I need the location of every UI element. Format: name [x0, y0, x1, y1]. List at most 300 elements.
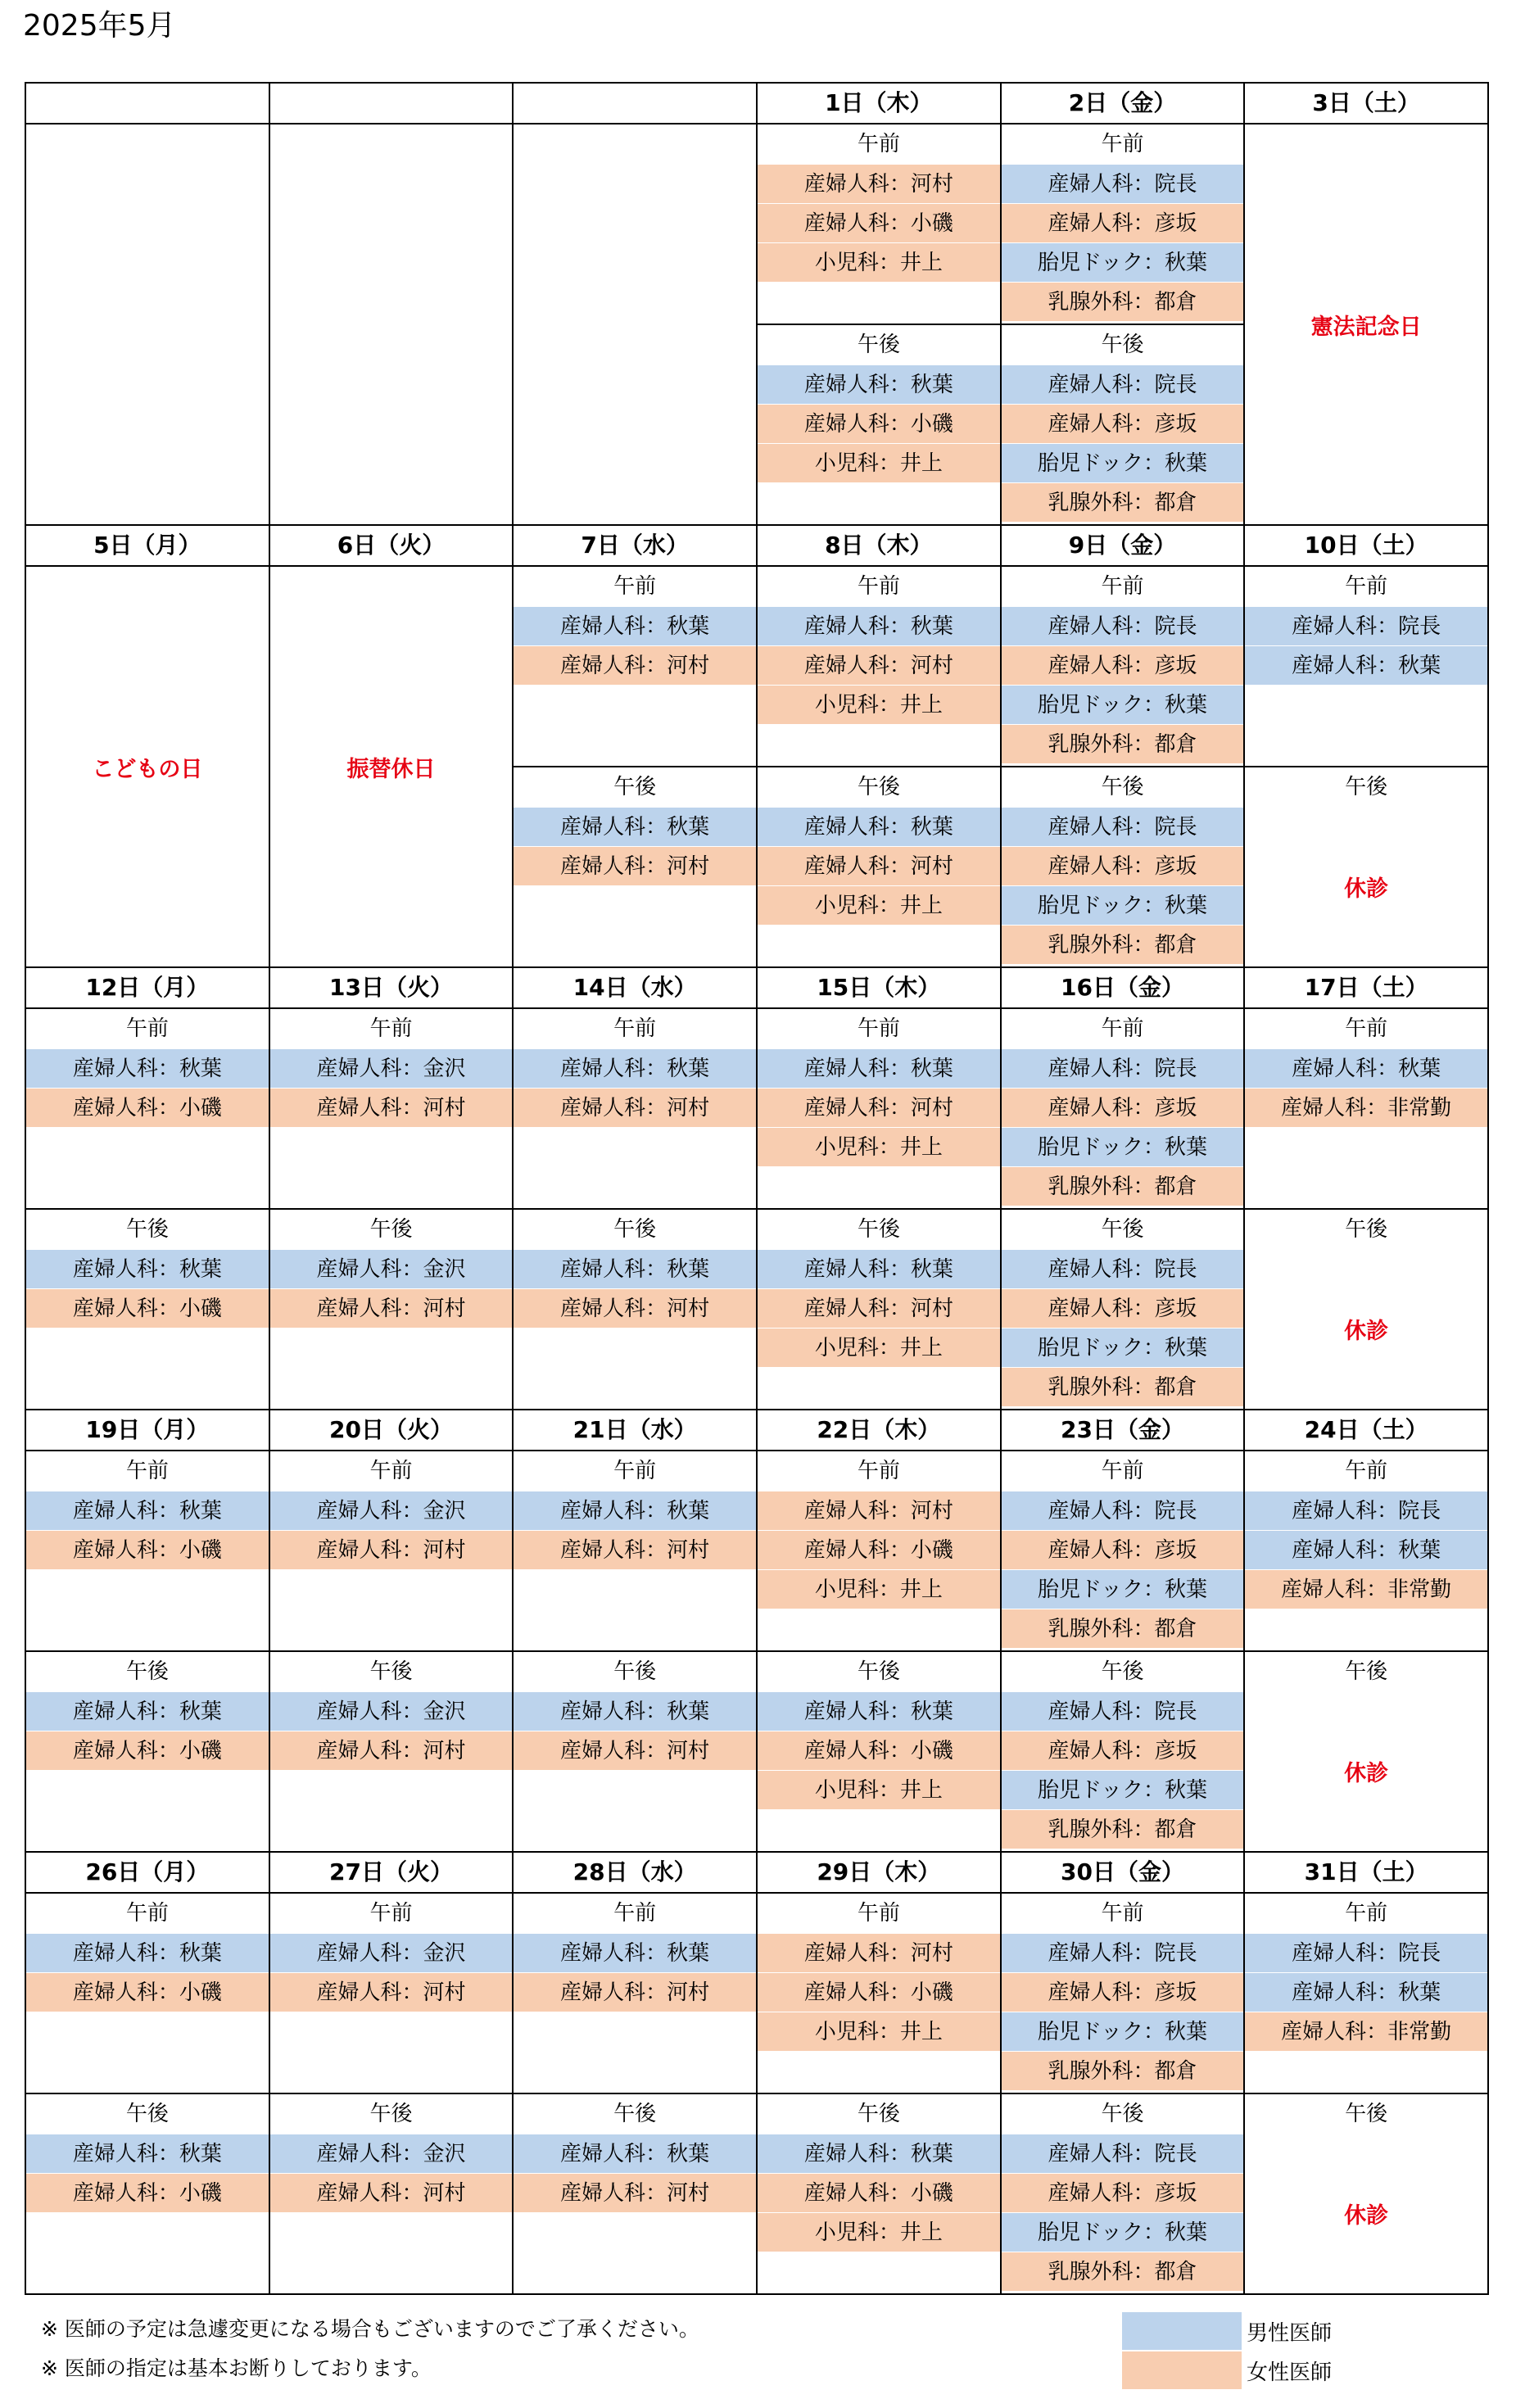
- session-label: 午前: [125, 1901, 169, 1926]
- day-body: [1245, 1451, 1487, 1851]
- doctor-entry: 産婦人科：河村: [514, 1731, 756, 1770]
- doctor-entry: 小児科：井上: [758, 2212, 1000, 2252]
- afternoon-session: [26, 2094, 269, 2293]
- day-body: [1002, 124, 1244, 524]
- morning-session: [514, 567, 756, 767]
- doctor-entry: 乳腺外科：都倉: [1002, 1609, 1244, 1648]
- doctor-entry: 小児科：井上: [758, 242, 1000, 282]
- doctor-entry: 産婦人科：河村: [758, 1288, 1000, 1328]
- morning-session: [26, 1894, 269, 2094]
- doctor-entry: 産婦人科：河村: [758, 846, 1000, 885]
- morning-session: [514, 1009, 756, 1210]
- day-body: [1245, 567, 1487, 966]
- doctor-entry: 乳腺外科：都倉: [1002, 1809, 1244, 1849]
- doctor-entry: 小児科：井上: [758, 1569, 1000, 1609]
- day-body: [514, 1009, 756, 1409]
- day-header: 23日（金）: [1002, 1410, 1244, 1451]
- morning-session: [758, 124, 1000, 325]
- day-cell: [1002, 1410, 1246, 1853]
- doctor-entry: 産婦人科：河村: [270, 1288, 513, 1328]
- session-label: 午前: [1101, 132, 1144, 156]
- afternoon-session: [270, 1210, 513, 1409]
- doctor-entry: 産婦人科：小磯: [26, 1530, 269, 1569]
- doctor-entry: 産婦人科：小磯: [758, 203, 1000, 242]
- session-label: 午後: [613, 2102, 657, 2126]
- doctor-entry: 産婦人科：河村: [514, 1972, 756, 2012]
- day-body: [1002, 567, 1244, 966]
- legend-label: 男性医師: [1247, 2320, 1333, 2346]
- day-header: 31日（土）: [1245, 1853, 1487, 1894]
- morning-session: [270, 1451, 513, 1652]
- doctor-entry: 乳腺外科：都倉: [1002, 724, 1244, 763]
- day-body: [758, 567, 1000, 966]
- doctor-entry: 産婦人科：秋葉: [514, 1249, 756, 1288]
- day-header: 12日（月）: [26, 968, 269, 1009]
- day-header: 19日（月）: [26, 1410, 269, 1451]
- doctor-entry: 小児科：井上: [758, 885, 1000, 925]
- session-label: 午前: [857, 1016, 900, 1041]
- doctor-entry: 産婦人科：非常勤: [1245, 1088, 1487, 1127]
- doctor-entry: 産婦人科：秋葉: [1245, 645, 1487, 685]
- morning-session: [514, 1894, 756, 2094]
- day-header: 20日（火）: [270, 1410, 513, 1451]
- page-title: 2025年5月: [23, 9, 176, 43]
- session-label: 午後: [1345, 775, 1388, 799]
- doctor-entry: 産婦人科：秋葉: [26, 1691, 269, 1731]
- morning-session: [1002, 124, 1244, 325]
- afternoon-session: [758, 2094, 1000, 2293]
- doctor-entry: 産婦人科：彦坂: [1002, 1972, 1244, 2012]
- doctor-entry: 胎児ドック：秋葉: [1002, 885, 1244, 925]
- session-label: 午後: [1345, 1217, 1388, 1242]
- doctor-entry: 産婦人科：秋葉: [26, 2134, 269, 2173]
- doctor-entry: 産婦人科：金沢: [270, 1691, 513, 1731]
- doctor-entry: 産婦人科：彦坂: [1002, 1288, 1244, 1328]
- session-label: 午後: [369, 1217, 413, 1242]
- doctor-entry: 産婦人科：院長: [1002, 606, 1244, 645]
- day-body: [26, 124, 269, 524]
- day-body: [270, 124, 513, 524]
- afternoon-session: [1245, 1652, 1487, 1851]
- day-cell: [514, 1853, 758, 2295]
- day-header: [514, 84, 756, 124]
- session-label: 午後: [369, 2102, 413, 2126]
- doctor-entry: 産婦人科：院長: [1002, 1048, 1244, 1088]
- day-cell: [26, 84, 270, 526]
- closed-label: 休診: [1344, 1761, 1389, 1786]
- doctor-entry: 産婦人科：秋葉: [514, 606, 756, 645]
- closed-label: 休診: [1344, 876, 1389, 902]
- session-label: 午後: [857, 1659, 900, 1684]
- doctor-entry: 乳腺外科：都倉: [1002, 2252, 1244, 2291]
- closed-label: 休診: [1344, 1319, 1389, 1344]
- doctor-entry: 小児科：井上: [758, 1127, 1000, 1166]
- doctor-entry: 胎児ドック：秋葉: [1002, 2012, 1244, 2051]
- doctor-entry: 産婦人科：小磯: [26, 1088, 269, 1127]
- doctor-entry: 産婦人科：彦坂: [1002, 645, 1244, 685]
- day-header: 16日（金）: [1002, 968, 1244, 1009]
- doctor-entry: 産婦人科：秋葉: [758, 2134, 1000, 2173]
- day-cell: [1002, 526, 1246, 968]
- day-header: [26, 84, 269, 124]
- session-label: 午後: [613, 1217, 657, 1242]
- doctor-entry: 小児科：井上: [758, 2012, 1000, 2051]
- day-header: 29日（木）: [758, 1853, 1000, 1894]
- doctor-entry: 産婦人科：院長: [1245, 1491, 1487, 1530]
- morning-session: [26, 1009, 269, 1210]
- doctor-entry: 産婦人科：彦坂: [1002, 404, 1244, 443]
- doctor-entry: 胎児ドック：秋葉: [1002, 1569, 1244, 1609]
- doctor-entry: 小児科：井上: [758, 685, 1000, 724]
- day-body: [1245, 1009, 1487, 1409]
- doctor-entry: 産婦人科：秋葉: [758, 1048, 1000, 1088]
- session-label: 午後: [1345, 1659, 1388, 1684]
- doctor-entry: 産婦人科：秋葉: [26, 1249, 269, 1288]
- session-label: 午前: [369, 1901, 413, 1926]
- legend-label: 女性医師: [1247, 2360, 1333, 2385]
- afternoon-session: [1002, 325, 1244, 524]
- day-body: [270, 1894, 513, 2293]
- session-label: 午前: [125, 1459, 169, 1483]
- day-cell: [514, 526, 758, 968]
- doctor-entry: 産婦人科：河村: [758, 645, 1000, 685]
- session-label: 午前: [1101, 1901, 1144, 1926]
- day-body: [1245, 124, 1487, 524]
- doctor-entry: 産婦人科：秋葉: [758, 1249, 1000, 1288]
- afternoon-session: [758, 1210, 1000, 1409]
- session-label: 午後: [125, 1659, 169, 1684]
- day-cell: [26, 526, 270, 968]
- doctor-entry: 産婦人科：秋葉: [514, 1491, 756, 1530]
- doctor-entry: 産婦人科：河村: [758, 164, 1000, 203]
- day-cell: [1002, 84, 1246, 526]
- doctor-entry: 産婦人科：金沢: [270, 2134, 513, 2173]
- day-header: 22日（木）: [758, 1410, 1000, 1451]
- afternoon-session: [1002, 2094, 1244, 2293]
- session-label: 午前: [1345, 1016, 1388, 1041]
- legend-item-female: [1122, 2351, 1332, 2390]
- doctor-entry: 産婦人科：秋葉: [514, 1048, 756, 1088]
- doctor-entry: 産婦人科：彦坂: [1002, 2173, 1244, 2212]
- doctor-entry: 産婦人科：院長: [1002, 2134, 1244, 2173]
- doctor-entry: 産婦人科：秋葉: [514, 1691, 756, 1731]
- doctor-entry: 産婦人科：秋葉: [1245, 1530, 1487, 1569]
- afternoon-session: [1002, 767, 1244, 966]
- day-cell: [758, 968, 1002, 1410]
- afternoon-session: [1245, 2094, 1487, 2293]
- doctor-entry: 産婦人科：秋葉: [514, 1933, 756, 1972]
- day-header: 8日（木）: [758, 526, 1000, 567]
- afternoon-session: [514, 1652, 756, 1851]
- doctor-entry: 産婦人科：河村: [514, 645, 756, 685]
- morning-session: [758, 567, 1000, 767]
- day-cell: [758, 1853, 1002, 2295]
- doctor-entry: 産婦人科：小磯: [758, 2173, 1000, 2212]
- day-cell: [514, 968, 758, 1410]
- day-header: 21日（水）: [514, 1410, 756, 1451]
- day-header: 3日（土）: [1245, 84, 1487, 124]
- session-label: 午前: [125, 1016, 169, 1041]
- session-label: 午前: [369, 1459, 413, 1483]
- morning-session: [270, 1009, 513, 1210]
- day-cell: [26, 1853, 270, 2295]
- morning-session: [1245, 1009, 1487, 1210]
- afternoon-session: [514, 767, 756, 966]
- doctor-entry: 産婦人科：院長: [1002, 164, 1244, 203]
- doctor-entry: 産婦人科：秋葉: [26, 1048, 269, 1088]
- session-label: 午前: [857, 574, 900, 599]
- day-cell: [1002, 1853, 1246, 2295]
- closed-label: 振替休日: [346, 756, 436, 782]
- day-body: [270, 567, 513, 966]
- morning-session: [1245, 1894, 1487, 2094]
- doctor-entry: 胎児ドック：秋葉: [1002, 242, 1244, 282]
- closed-label: 休診: [1344, 2203, 1389, 2229]
- day-header: 7日（水）: [514, 526, 756, 567]
- doctor-entry: 産婦人科：金沢: [270, 1933, 513, 1972]
- day-header: 26日（月）: [26, 1853, 269, 1894]
- afternoon-session: [1002, 1210, 1244, 1409]
- afternoon-session: [758, 1652, 1000, 1851]
- day-cell: [270, 1410, 514, 1853]
- afternoon-session: [26, 1652, 269, 1851]
- doctor-entry: 産婦人科：河村: [270, 1972, 513, 2012]
- day-body: [758, 1009, 1000, 1409]
- morning-session: [1002, 1894, 1244, 2094]
- session-label: 午後: [1101, 333, 1144, 357]
- notes: [41, 2310, 699, 2388]
- doctor-entry: 産婦人科：小磯: [758, 404, 1000, 443]
- session-label: 午後: [125, 1217, 169, 1242]
- morning-session: [758, 1451, 1000, 1652]
- doctor-entry: 産婦人科：金沢: [270, 1048, 513, 1088]
- schedule-calendar: [25, 82, 1489, 2295]
- doctor-entry: 産婦人科：河村: [514, 1288, 756, 1328]
- doctor-entry: 産婦人科：院長: [1002, 1691, 1244, 1731]
- morning-session: [1002, 1009, 1244, 1210]
- doctor-entry: 産婦人科：小磯: [26, 1972, 269, 2012]
- day-body: [758, 1894, 1000, 2293]
- day-header: 30日（金）: [1002, 1853, 1244, 1894]
- session-label: 午前: [613, 1459, 657, 1483]
- doctor-entry: 産婦人科：非常勤: [1245, 1569, 1487, 1609]
- day-cell: [26, 968, 270, 1410]
- legend-swatch-female: [1122, 2351, 1242, 2389]
- doctor-entry: 産婦人科：小磯: [26, 2173, 269, 2212]
- day-header: 13日（火）: [270, 968, 513, 1009]
- doctor-entry: 産婦人科：院長: [1245, 1933, 1487, 1972]
- morning-session: [1002, 1451, 1244, 1652]
- doctor-entry: 産婦人科：小磯: [758, 1731, 1000, 1770]
- day-cell: [514, 1410, 758, 1853]
- doctor-entry: 産婦人科：河村: [270, 1530, 513, 1569]
- doctor-entry: 産婦人科：院長: [1002, 364, 1244, 404]
- doctor-entry: 小児科：井上: [758, 1328, 1000, 1367]
- doctor-entry: 産婦人科：院長: [1002, 807, 1244, 846]
- day-body: [26, 1009, 269, 1409]
- doctor-entry: 産婦人科：彦坂: [1002, 1731, 1244, 1770]
- afternoon-session: [26, 1210, 269, 1409]
- day-header: 2日（金）: [1002, 84, 1244, 124]
- day-body: [514, 124, 756, 524]
- day-body: [514, 1451, 756, 1851]
- doctor-entry: 産婦人科：秋葉: [26, 1933, 269, 1972]
- day-cell: [758, 1410, 1002, 1853]
- day-cell: [26, 1410, 270, 1853]
- doctor-entry: 産婦人科：小磯: [758, 1972, 1000, 2012]
- day-body: [270, 1451, 513, 1851]
- session-label: 午前: [613, 1016, 657, 1041]
- day-body: [26, 567, 269, 966]
- day-cell: [1245, 526, 1489, 968]
- afternoon-session: [514, 2094, 756, 2293]
- doctor-entry: 産婦人科：河村: [514, 1530, 756, 1569]
- day-cell: [514, 84, 758, 526]
- note-line: ※ 医師の予定は急遽変更になる場合もございますのでご了承ください。: [41, 2317, 699, 2341]
- day-header: 28日（水）: [514, 1853, 756, 1894]
- doctor-entry: 産婦人科：秋葉: [1245, 1048, 1487, 1088]
- day-cell: [1245, 1853, 1489, 2295]
- day-header: [270, 84, 513, 124]
- day-body: [26, 1451, 269, 1851]
- doctor-entry: 胎児ドック：秋葉: [1002, 1328, 1244, 1367]
- doctor-entry: 産婦人科：河村: [270, 2173, 513, 2212]
- legend: [1122, 2311, 1332, 2390]
- day-header: 24日（土）: [1245, 1410, 1487, 1451]
- day-cell: [758, 526, 1002, 968]
- afternoon-session: [270, 2094, 513, 2293]
- day-header: 27日（火）: [270, 1853, 513, 1894]
- doctor-entry: 産婦人科：秋葉: [26, 1491, 269, 1530]
- doctor-entry: 産婦人科：彦坂: [1002, 1088, 1244, 1127]
- afternoon-session: [1245, 1210, 1487, 1409]
- afternoon-session: [514, 1210, 756, 1409]
- morning-session: [26, 1451, 269, 1652]
- doctor-entry: 産婦人科：河村: [270, 1088, 513, 1127]
- session-label: 午後: [369, 1659, 413, 1684]
- morning-session: [1245, 567, 1487, 767]
- doctor-entry: 胎児ドック：秋葉: [1002, 1127, 1244, 1166]
- session-label: 午前: [613, 1901, 657, 1926]
- day-body: [270, 1009, 513, 1409]
- day-cell: [270, 1853, 514, 2295]
- session-label: 午後: [857, 333, 900, 357]
- session-label: 午前: [1101, 574, 1144, 599]
- day-body: [1002, 1451, 1244, 1851]
- doctor-entry: 産婦人科：彦坂: [1002, 846, 1244, 885]
- day-cell: [758, 84, 1002, 526]
- day-body: [26, 1894, 269, 2293]
- doctor-entry: 産婦人科：金沢: [270, 1491, 513, 1530]
- session-label: 午前: [1101, 1016, 1144, 1041]
- day-body: [1002, 1009, 1244, 1409]
- doctor-entry: 産婦人科：彦坂: [1002, 1530, 1244, 1569]
- session-label: 午後: [1345, 2102, 1388, 2126]
- session-label: 午後: [857, 1217, 900, 1242]
- session-label: 午後: [1101, 1659, 1144, 1684]
- doctor-entry: 産婦人科：院長: [1002, 1933, 1244, 1972]
- doctor-entry: 産婦人科：秋葉: [758, 807, 1000, 846]
- morning-session: [758, 1894, 1000, 2094]
- day-body: [758, 124, 1000, 524]
- session-label: 午前: [369, 1016, 413, 1041]
- session-label: 午後: [1101, 775, 1144, 799]
- doctor-entry: 小児科：井上: [758, 443, 1000, 482]
- doctor-entry: 乳腺外科：都倉: [1002, 482, 1244, 522]
- doctor-entry: 産婦人科：秋葉: [758, 606, 1000, 645]
- doctor-entry: 産婦人科：院長: [1002, 1491, 1244, 1530]
- doctor-entry: 乳腺外科：都倉: [1002, 282, 1244, 321]
- doctor-entry: 胎児ドック：秋葉: [1002, 2212, 1244, 2252]
- session-label: 午前: [1345, 574, 1388, 599]
- doctor-entry: 産婦人科：非常勤: [1245, 2012, 1487, 2051]
- doctor-entry: 乳腺外科：都倉: [1002, 1367, 1244, 1406]
- session-label: 午後: [857, 775, 900, 799]
- day-header: 14日（水）: [514, 968, 756, 1009]
- doctor-entry: 産婦人科：金沢: [270, 1249, 513, 1288]
- morning-session: [1245, 1451, 1487, 1652]
- day-header: 1日（木）: [758, 84, 1000, 124]
- day-header: 17日（土）: [1245, 968, 1487, 1009]
- doctor-entry: 産婦人科：河村: [758, 1933, 1000, 1972]
- doctor-entry: 産婦人科：河村: [514, 846, 756, 885]
- afternoon-session: [1002, 1652, 1244, 1851]
- session-label: 午前: [857, 132, 900, 156]
- day-body: [514, 567, 756, 966]
- morning-session: [514, 1451, 756, 1652]
- session-label: 午前: [1345, 1459, 1388, 1483]
- closed-label: こどもの日: [92, 756, 203, 782]
- doctor-entry: 乳腺外科：都倉: [1002, 2051, 1244, 2090]
- day-cell: [270, 526, 514, 968]
- day-body: [1245, 1894, 1487, 2293]
- doctor-entry: 産婦人科：秋葉: [1245, 1972, 1487, 2012]
- doctor-entry: 産婦人科：小磯: [758, 1530, 1000, 1569]
- doctor-entry: 産婦人科：秋葉: [758, 1691, 1000, 1731]
- session-label: 午後: [857, 2102, 900, 2126]
- day-body: [1002, 1894, 1244, 2293]
- day-cell: [1245, 968, 1489, 1410]
- day-header: 5日（月）: [26, 526, 269, 567]
- session-label: 午前: [1345, 1901, 1388, 1926]
- morning-session: [270, 1894, 513, 2094]
- closed-label: 憲法記念日: [1310, 314, 1422, 340]
- doctor-entry: 乳腺外科：都倉: [1002, 925, 1244, 964]
- session-label: 午前: [613, 574, 657, 599]
- doctor-entry: 産婦人科：院長: [1245, 606, 1487, 645]
- day-body: [758, 1451, 1000, 1851]
- day-header: 6日（火）: [270, 526, 513, 567]
- doctor-entry: 産婦人科：河村: [514, 2173, 756, 2212]
- session-label: 午前: [857, 1459, 900, 1483]
- session-label: 午前: [857, 1901, 900, 1926]
- doctor-entry: 胎児ドック：秋葉: [1002, 443, 1244, 482]
- day-header: 9日（金）: [1002, 526, 1244, 567]
- session-label: 午後: [1101, 2102, 1144, 2126]
- doctor-entry: 産婦人科：秋葉: [514, 2134, 756, 2173]
- doctor-entry: 小児科：井上: [758, 1770, 1000, 1809]
- note-line: ※ 医師の指定は基本お断りしております。: [41, 2356, 432, 2380]
- afternoon-session: [758, 767, 1000, 966]
- day-cell: [270, 84, 514, 526]
- day-header: 15日（木）: [758, 968, 1000, 1009]
- day-cell: [1002, 968, 1246, 1410]
- doctor-entry: 産婦人科：河村: [270, 1731, 513, 1770]
- morning-session: [1002, 567, 1244, 767]
- day-cell: [1245, 84, 1489, 526]
- doctor-entry: 産婦人科：秋葉: [758, 364, 1000, 404]
- legend-swatch-male: [1122, 2312, 1242, 2350]
